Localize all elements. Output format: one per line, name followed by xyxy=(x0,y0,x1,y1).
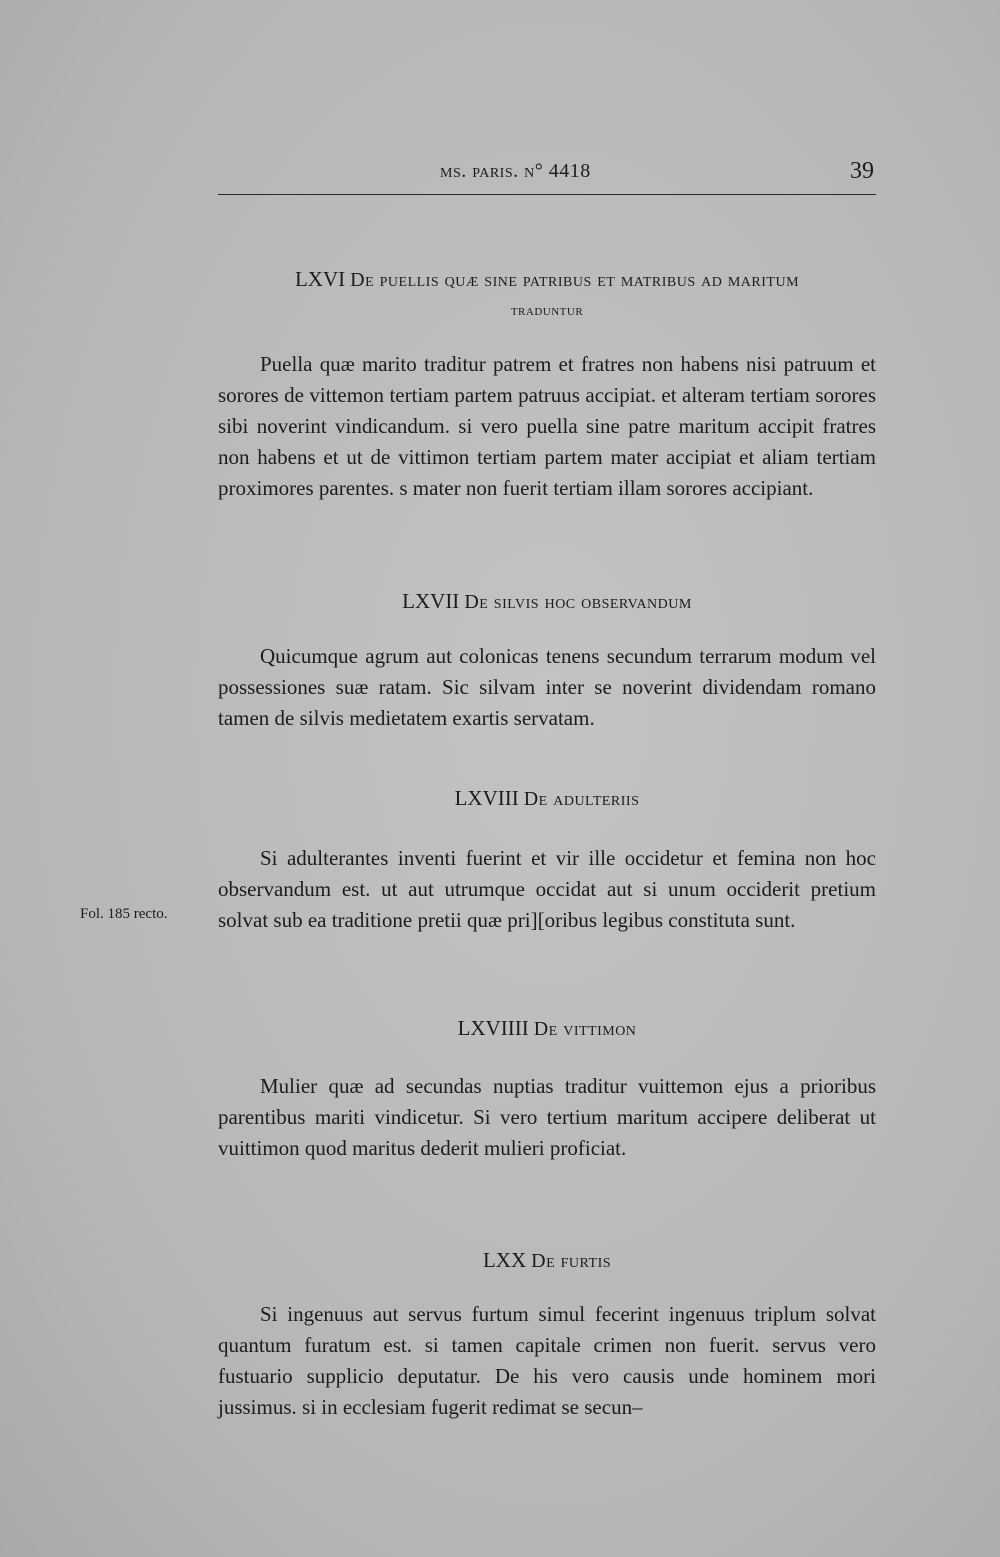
section-number: LXVIII xyxy=(454,786,519,810)
section-body-lxviii: Si adulterantes inventi fuerint et vir ille occidetur et femina non hoc observandum est. ut aut utrumque occidat aut si unum occiderit pretium solvat sub ea traditione pretii quæ pri][oribus legibus constituta sunt. xyxy=(218,846,876,932)
section-body-lxx: Si ingenuus aut servus furtum simul fecerint ingenuus triplum solvat quantum furatum est. si tamen capitale crimen non fuerit. servus vero fustuario supplicio deputatur. De his vero causis unde hominem mori jussimus. si in ecclesiam fugerit redimat se secun– xyxy=(218,1302,876,1419)
section-heading-lxviiii xyxy=(218,1015,876,1042)
header-rule xyxy=(218,194,876,195)
section-body-lxviiii: Mulier quæ ad secundas nuptias traditur vuittemon ejus a prioribus parentibus mariti vindicetur. Si vero tertium maritum accipere deliberat ut vuittimon quod maritus dederit mulieri proficiat. xyxy=(218,1074,876,1160)
section-number: LXVI xyxy=(294,267,346,291)
section-heading-lxviii xyxy=(218,785,876,812)
section-title: De vittimon xyxy=(533,1018,637,1040)
section-heading-lxvi xyxy=(218,266,876,293)
folio-margin-note: Fol. 185 recto. xyxy=(80,906,168,922)
running-title xyxy=(440,160,591,183)
running-title-text: ms. paris. n° 4418 xyxy=(440,160,591,182)
section-title: De puellis quæ sine patribus et matribus ad maritum xyxy=(350,269,800,291)
section-title: De silvis hoc observandum xyxy=(464,591,692,613)
section-heading-lxvii xyxy=(218,588,876,615)
section-title: De adulteriis xyxy=(523,788,640,810)
section-heading-lxx xyxy=(218,1247,876,1274)
section-number: LXVIIII xyxy=(457,1016,529,1040)
section-body-lxvi: Puella quæ marito traditur patrem et fratres non habens nisi patruum et sorores de vittemon tertiam partem patruus accipiat. et alteram tertiam sorores sibi noverint vindicandum. si vero puella sine patre maritum accipit fratres non habens et ut de vittimon tertiam partem mater accipiat et aliam tertiam proximores parentes. s mater non fuerit tertiam illam sorores accipiant. xyxy=(218,352,876,500)
page-number: 39 xyxy=(850,158,874,184)
section-title: De furtis xyxy=(531,1250,612,1272)
section-body-lxvii: Quicumque agrum aut colonicas tenens secundum terrarum modum vel possessiones suæ ratam. Sic silvam inter se noverint dividendam romano tamen de silvis medietatem exartis servatam. xyxy=(218,644,876,730)
section-number: LXVII xyxy=(402,589,460,613)
running-header xyxy=(218,158,876,198)
section-number: LXX xyxy=(482,1248,527,1272)
section-title-continued: traduntur xyxy=(510,302,584,319)
section-heading-lxvi-continued xyxy=(218,296,876,324)
